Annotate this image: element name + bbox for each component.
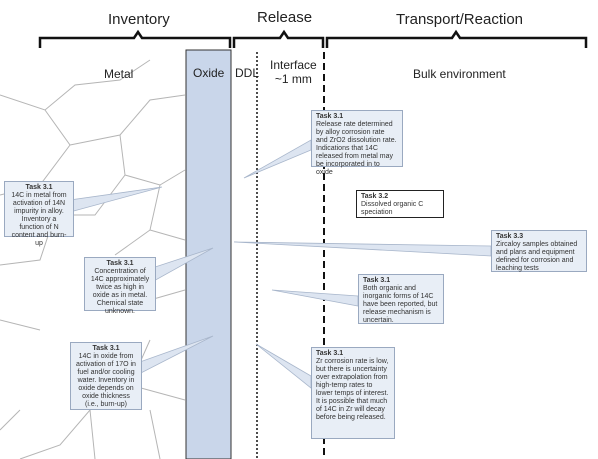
- task-title: Task 3.1: [316, 350, 344, 357]
- task-title: Task 3.1: [363, 277, 391, 284]
- task-text: Zircaloy samples obtained and plans and equipment defined for corrosion and leaching tests: [496, 241, 578, 272]
- transport-bracket: [327, 32, 586, 48]
- task-title: Task 3.1: [106, 260, 134, 267]
- release-header: Release: [257, 9, 313, 26]
- task-text: Zr corrosion rate is low, but there is uncertainty over extrapolation from high-temp rates to lower temps of interest. It is possible that much of 14C in Zr will decay before being released.: [316, 358, 389, 421]
- interface-label-line2: ~1 mm: [274, 72, 312, 86]
- interface-label-line1: Interface: [270, 58, 317, 72]
- task-box-organic-speciation: [356, 190, 444, 218]
- task-text: 14C in metal from activation of 14N impurity in alloy. Inventory a function of N content and burn-up: [11, 192, 67, 247]
- pointer-zoro: [234, 242, 491, 256]
- ddl-label: DDL: [235, 66, 260, 80]
- task-box-concentration: [84, 257, 156, 315]
- task-box-carbon-forms: [358, 274, 444, 324]
- task-text: Release rate determined by alloy corrosion rate and ZrO2 dissolution rate. Indications that 14C released from metal may be incorporated in to oxide: [316, 121, 397, 176]
- task-box-alloy-release: [311, 110, 403, 176]
- pointer-nitrogen: [70, 187, 162, 212]
- task-title: Task 3.1: [316, 113, 344, 120]
- task-text: Both organic and inorganic forms of 14C have been reported, but release mechanism is uncertain.: [363, 285, 438, 324]
- task-title: Task 3.2: [361, 193, 389, 200]
- task-title: Task 3.1: [92, 345, 120, 352]
- transport-header: Transport/Reaction: [396, 11, 524, 28]
- pointer-zr: [256, 344, 311, 388]
- task-text: Dissolved organic C speciation: [361, 201, 424, 216]
- inventory-header: Inventory: [108, 11, 170, 28]
- inventory-bracket: [40, 32, 230, 48]
- task-box-oxide-inventory: [70, 342, 142, 410]
- oxide-label: Oxide: [193, 66, 225, 80]
- task-box-zr-corrosion: [311, 347, 395, 439]
- task-text: Concentration of 14C approximately twice as high in oxide as in metal. Chemical state unknown.: [90, 268, 150, 315]
- task-text: 14C in oxide from activation of 17O in fuel and/or cooling water. Inventory in oxide depends on oxide thickness (i.e., burn-up): [76, 353, 136, 408]
- pointer-forms: [272, 290, 358, 306]
- bulk-environment-label: Bulk environment: [413, 67, 506, 81]
- task-box-zircaloy-samples: [491, 230, 587, 272]
- pointer-alloy: [244, 140, 311, 178]
- task-title: Task 3.3: [496, 233, 524, 240]
- metal-label: Metal: [104, 67, 134, 81]
- section-brackets: [40, 32, 586, 48]
- interface-label: [270, 58, 317, 86]
- release-bracket: [234, 32, 323, 48]
- task-box-nitrogen: [4, 181, 74, 247]
- task-title: Task 3.1: [25, 184, 53, 191]
